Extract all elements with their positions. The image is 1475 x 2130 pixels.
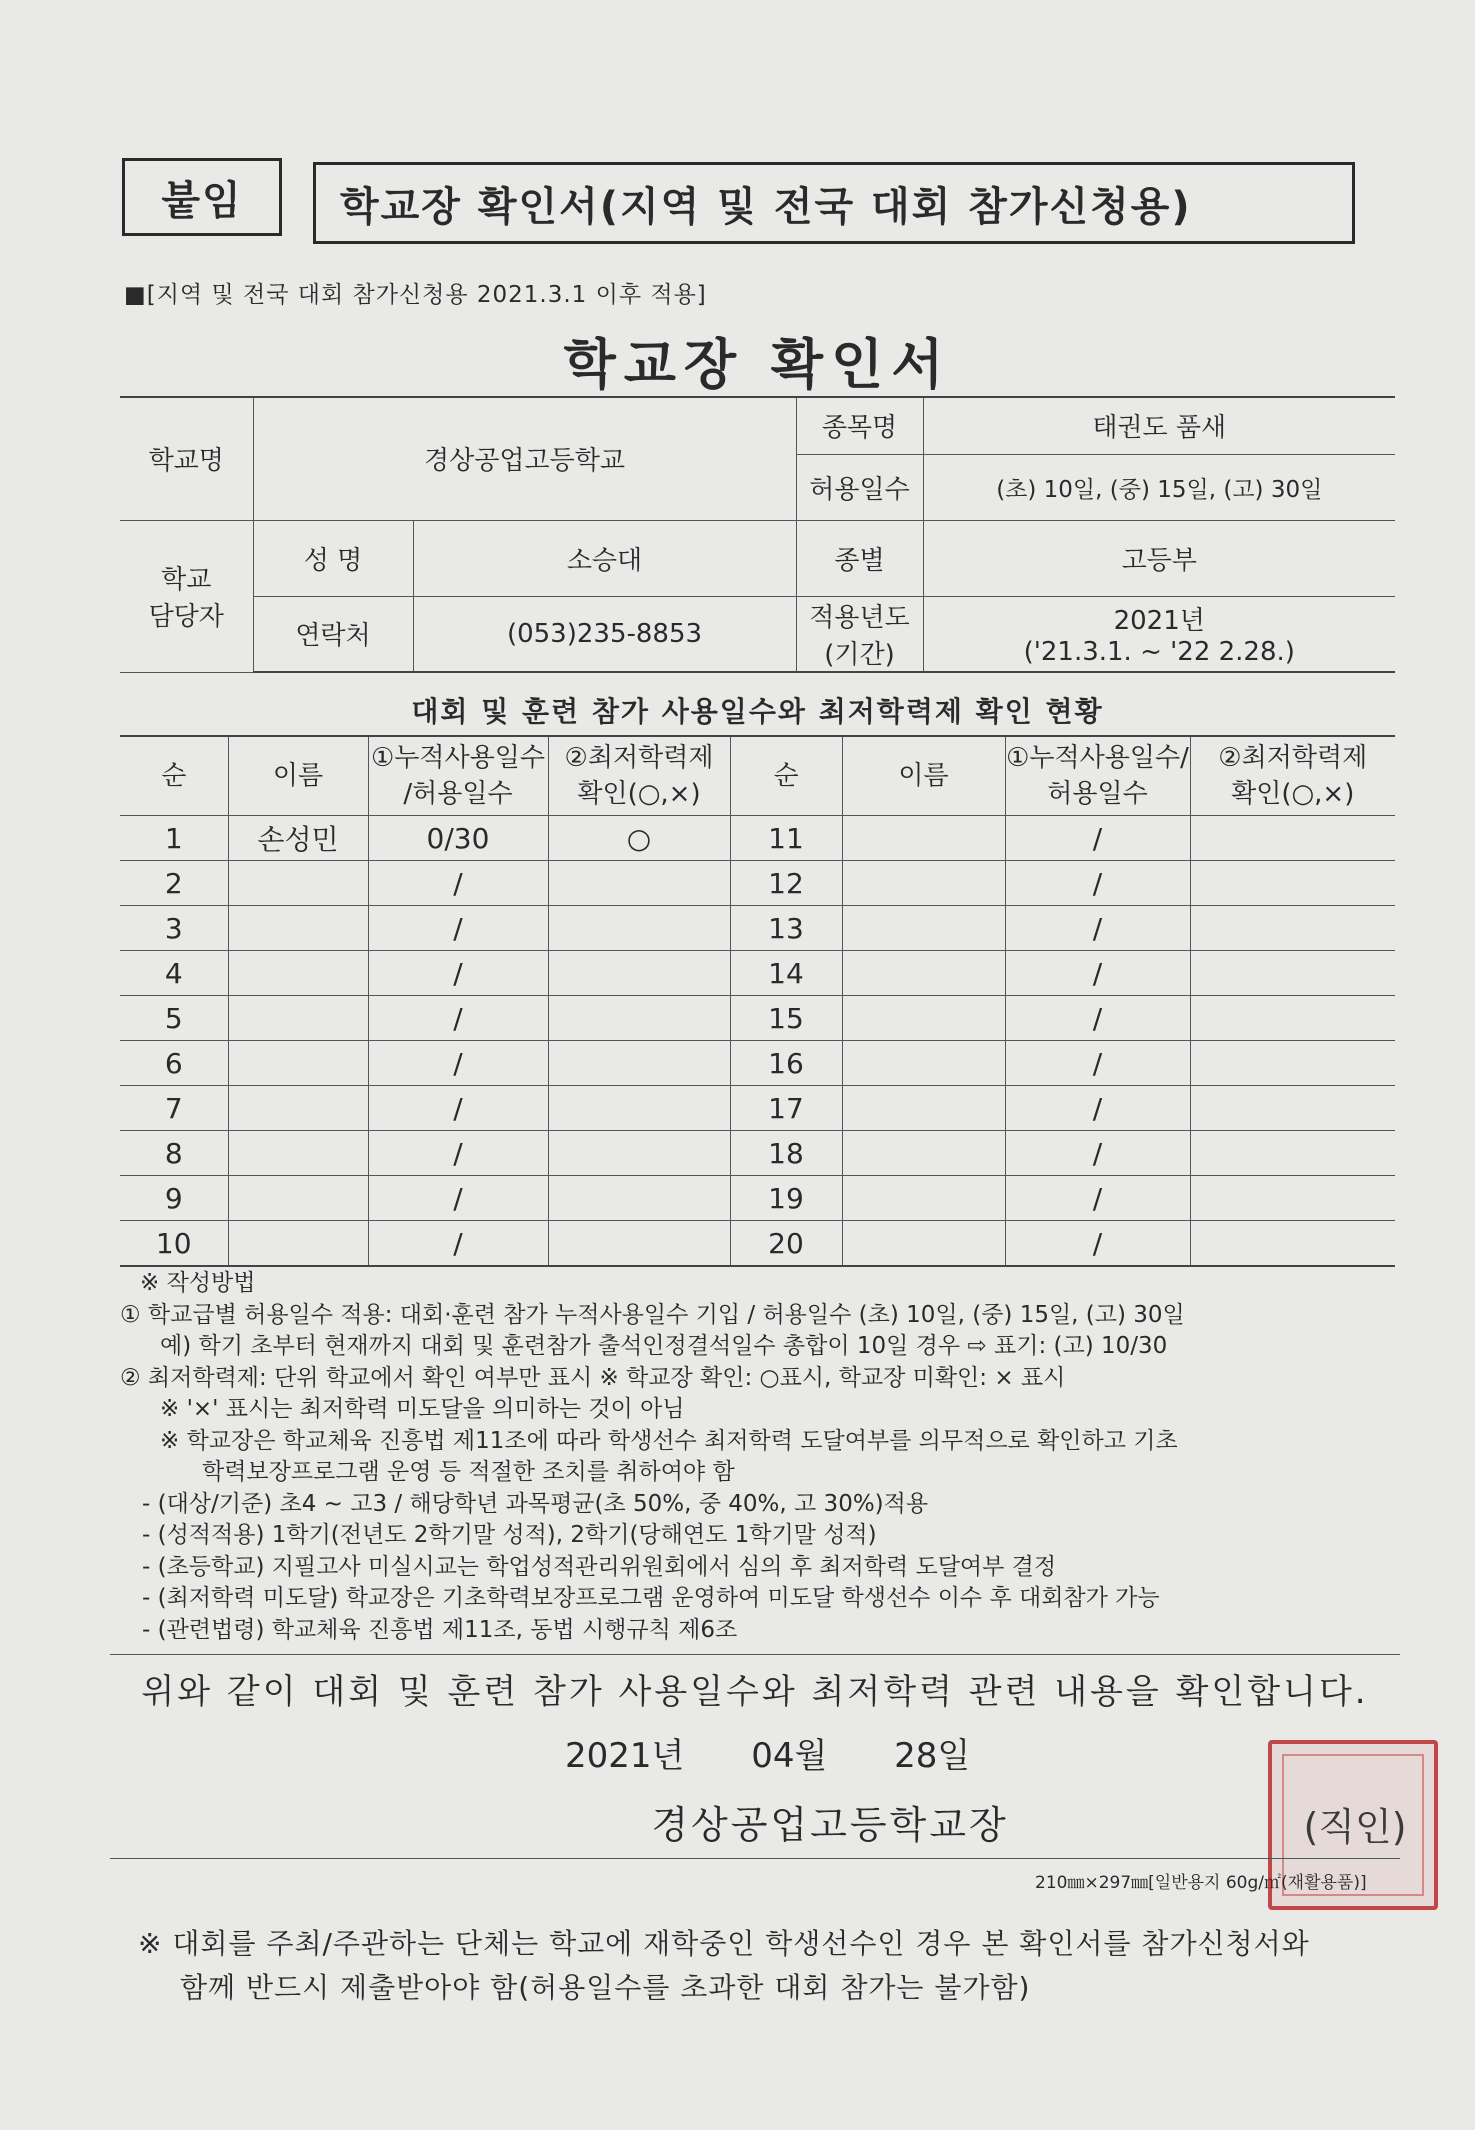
table-row	[120, 1041, 1395, 1086]
header-no: 순	[120, 736, 228, 816]
row-check-2	[1190, 1086, 1395, 1131]
row-no: 3	[120, 906, 228, 951]
row-no-2: 15	[730, 996, 842, 1041]
header-days-2-line-1: ①누적사용일수/	[1006, 743, 1189, 773]
row-name-2	[842, 996, 1005, 1041]
guide-line: 학력보장프로그램 운영 등 적절한 조치를 취하여야 함	[202, 1459, 735, 1485]
row-name-2	[842, 861, 1005, 906]
row-no: 1	[120, 816, 228, 861]
table-row	[120, 816, 1395, 861]
school-name-value: 경상공업고등학교	[253, 397, 796, 520]
footer-line: 함께 반드시 제출받아야 함(허용일수를 초과한 대회 참가는 불가함)	[180, 1971, 1031, 2004]
guide-line: ① 학교급별 허용일수 적용: 대회·훈련 참가 누적사용일수 기입 / 허용일수 (초) 10일, (중) 15일, (고) 30일	[120, 1301, 1185, 1328]
row-no-2: 16	[730, 1041, 842, 1086]
name-value: 소승대	[413, 520, 796, 596]
footer-line: ※ 대회를 주최/주관하는 단체는 학교에 재학중인 학생선수인 경우 본 확인서를 참가신청서와	[138, 1927, 1310, 1960]
division-label: 종별	[796, 520, 923, 596]
row-check	[548, 906, 730, 951]
divider	[110, 1858, 1400, 1859]
row-name	[228, 1131, 368, 1176]
row-days-2: /	[1005, 1221, 1190, 1267]
seal-mark: (직인)	[1303, 1805, 1407, 1849]
row-days: /	[368, 951, 548, 996]
row-no: 5	[120, 996, 228, 1041]
row-name-2	[842, 1221, 1005, 1267]
row-name	[228, 951, 368, 996]
row-check: ○	[548, 816, 730, 861]
row-check	[548, 1221, 730, 1267]
row-name-2	[842, 1086, 1005, 1131]
header-days-2	[1005, 736, 1190, 816]
document-title: 학교장 확인서	[563, 333, 952, 396]
confirmation-statement: 위와 같이 대회 및 훈련 참가 사용일수와 최저학력 관련 내용을 확인합니다.	[141, 1672, 1369, 1712]
header-days-2-line-2: 허용일수	[1047, 779, 1148, 809]
row-check	[548, 1041, 730, 1086]
row-check	[548, 1086, 730, 1131]
name-label: 성 명	[253, 520, 413, 596]
row-no-2: 12	[730, 861, 842, 906]
row-check-2	[1190, 906, 1395, 951]
header-name-2: 이름	[842, 736, 1005, 816]
year-value-line-1: 2021년	[1113, 606, 1205, 637]
guide-line: - (초등학교) 지필고사 미실시교는 학업성적관리위원회에서 심의 후 최저학력 도달여부 결정	[142, 1553, 1057, 1580]
year-value	[923, 596, 1395, 672]
year-label	[796, 596, 923, 672]
writing-guide	[120, 1268, 1420, 1646]
row-days: /	[368, 861, 548, 906]
row-days-2: /	[1005, 1176, 1190, 1221]
row-days: /	[368, 996, 548, 1041]
row-no: 6	[120, 1041, 228, 1086]
paper-size-note: 210㎜×297㎜[일반용지 60g/㎡(재활용품)]	[1035, 1873, 1367, 1893]
row-no: 9	[120, 1176, 228, 1221]
issue-date	[565, 1728, 970, 1777]
guide-line: - (최저학력 미도달) 학교장은 기초학력보장프로그램 운영하여 미도달 학생선수 이수 후 대회참가 가능	[142, 1585, 1160, 1611]
row-no: 2	[120, 861, 228, 906]
table-row	[120, 1176, 1395, 1221]
row-days-2: /	[1005, 951, 1190, 996]
principal-name: 경상공업고등학교장	[651, 1803, 1009, 1847]
row-no-2: 13	[730, 906, 842, 951]
header-days-line-1: ①누적사용일수	[370, 743, 545, 773]
attachment-label: 붙임	[122, 158, 282, 236]
date-month: 04월	[751, 1736, 828, 1776]
row-no-2: 19	[730, 1176, 842, 1221]
row-days-2: /	[1005, 1041, 1190, 1086]
guide-line: ※ '×' 표시는 최저학력 미도달을 의미하는 것이 아님	[160, 1396, 685, 1422]
row-check	[548, 861, 730, 906]
event-value: 태권도 품새	[923, 397, 1395, 454]
row-name	[228, 1041, 368, 1086]
row-no: 7	[120, 1086, 228, 1131]
guide-line: ② 최저학력제: 단위 학교에서 확인 여부만 표시 ※ 학교장 확인: ○표시, 학교장 미확인: × 표시	[120, 1364, 1066, 1391]
info-table	[120, 396, 1395, 673]
row-name	[228, 861, 368, 906]
row-days-2: /	[1005, 996, 1190, 1041]
row-no-2: 20	[730, 1221, 842, 1267]
row-name-2	[842, 1176, 1005, 1221]
row-days-2: /	[1005, 861, 1190, 906]
header-name: 이름	[228, 736, 368, 816]
row-name	[228, 906, 368, 951]
row-check-2	[1190, 996, 1395, 1041]
row-days-2: /	[1005, 1131, 1190, 1176]
contact-label: 연락처	[253, 596, 413, 672]
divider	[110, 1654, 1400, 1655]
row-check-2	[1190, 861, 1395, 906]
row-name	[228, 1086, 368, 1131]
header-days-line-2: /허용일수	[403, 779, 513, 809]
header-days	[368, 736, 548, 816]
allowed-days-value: (초) 10일, (중) 15일, (고) 30일	[923, 454, 1395, 520]
row-name-2	[842, 1131, 1005, 1176]
row-check-2	[1190, 816, 1395, 861]
row-no-2: 14	[730, 951, 842, 996]
footer-note	[138, 1922, 1438, 2010]
guide-line: - (대상/기준) 초4 ~ 고3 / 해당학년 과목평균(초 50%, 중 40%, 고 30%)적용	[142, 1490, 929, 1517]
year-label-line-2: (기간)	[824, 639, 895, 670]
row-name	[228, 1176, 368, 1221]
row-check	[548, 996, 730, 1041]
row-no: 10	[120, 1221, 228, 1267]
row-name-2	[842, 816, 1005, 861]
guide-line: - (성적적용) 1학기(전년도 2학기말 성적), 2학기(당해연도 1학기말 성적)	[142, 1522, 877, 1548]
table-row	[120, 906, 1395, 951]
row-no: 8	[120, 1131, 228, 1176]
row-days: 0/30	[368, 816, 548, 861]
form-title: 학교장 확인서(지역 및 전국 대회 참가신청용)	[313, 162, 1355, 244]
row-name-2	[842, 951, 1005, 996]
section-title: 대회 및 훈련 참가 사용일수와 최저학력제 확인 현황	[411, 695, 1104, 728]
guide-line: - (관련법령) 학교체육 진흥법 제11조, 동법 시행규칙 제6조	[142, 1616, 738, 1643]
header-academic-2-line-2: 확인(○,×)	[1231, 779, 1355, 809]
staff-label	[120, 520, 253, 672]
contact-value: (053)235-8853	[413, 596, 796, 672]
table-row	[120, 1131, 1395, 1176]
row-name-2	[842, 906, 1005, 951]
row-name	[228, 1221, 368, 1267]
division-value: 고등부	[923, 520, 1395, 596]
row-no-2: 17	[730, 1086, 842, 1131]
guide-heading: ※ 작성방법	[140, 1270, 256, 1296]
header-academic-line-2: 확인(○,×)	[577, 779, 701, 809]
row-check-2	[1190, 951, 1395, 996]
event-label: 종목명	[796, 397, 923, 454]
row-days: /	[368, 1086, 548, 1131]
date-day: 28일	[894, 1736, 971, 1776]
row-no: 4	[120, 951, 228, 996]
row-days-2: /	[1005, 906, 1190, 951]
roster-table	[120, 735, 1395, 1267]
table-row	[120, 1086, 1395, 1131]
year-label-line-1: 적용년도	[809, 602, 910, 633]
guide-line: 예) 학기 초부터 현재까지 대회 및 훈련참가 출석인정결석일수 총합이 10일 경우 ⇨ 표기: (고) 10/30	[160, 1333, 1168, 1359]
row-check	[548, 1131, 730, 1176]
staff-label-line-1: 학교	[161, 565, 212, 595]
row-check	[548, 1176, 730, 1221]
table-row	[120, 996, 1395, 1041]
row-no-2: 18	[730, 1131, 842, 1176]
row-check	[548, 951, 730, 996]
row-check-2	[1190, 1221, 1395, 1267]
row-days: /	[368, 1176, 548, 1221]
scope-note: ■[지역 및 전국 대회 참가신청용 2021.3.1 이후 적용]	[124, 282, 707, 308]
row-days: /	[368, 1041, 548, 1086]
row-days: /	[368, 1131, 548, 1176]
header-academic	[548, 736, 730, 816]
row-days: /	[368, 1221, 548, 1267]
header-academic-2-line-1: ②최저학력제	[1218, 743, 1368, 773]
header-academic-2	[1190, 736, 1395, 816]
row-days: /	[368, 906, 548, 951]
row-check-2	[1190, 1041, 1395, 1086]
guide-line: ※ 학교장은 학교체육 진흥법 제11조에 따라 학생선수 최저학력 도달여부를 의무적으로 확인하고 기초	[160, 1427, 1178, 1454]
allowed-days-label: 허용일수	[796, 454, 923, 520]
row-no-2: 11	[730, 816, 842, 861]
school-name-label: 학교명	[120, 397, 253, 520]
row-days-2: /	[1005, 816, 1190, 861]
table-row	[120, 861, 1395, 906]
row-check-2	[1190, 1176, 1395, 1221]
row-check-2	[1190, 1131, 1395, 1176]
header-no-2: 순	[730, 736, 842, 816]
table-row	[120, 951, 1395, 996]
row-name-2	[842, 1041, 1005, 1086]
date-year: 2021년	[565, 1736, 685, 1776]
year-value-line-2: ('21.3.1. ~ '22 2.28.)	[1023, 637, 1295, 668]
staff-label-line-2: 담당자	[148, 602, 224, 632]
table-row	[120, 1221, 1395, 1267]
row-name: 손성민	[228, 816, 368, 861]
row-days-2: /	[1005, 1086, 1190, 1131]
header-academic-line-1: ②최저학력제	[564, 743, 714, 773]
row-name	[228, 996, 368, 1041]
